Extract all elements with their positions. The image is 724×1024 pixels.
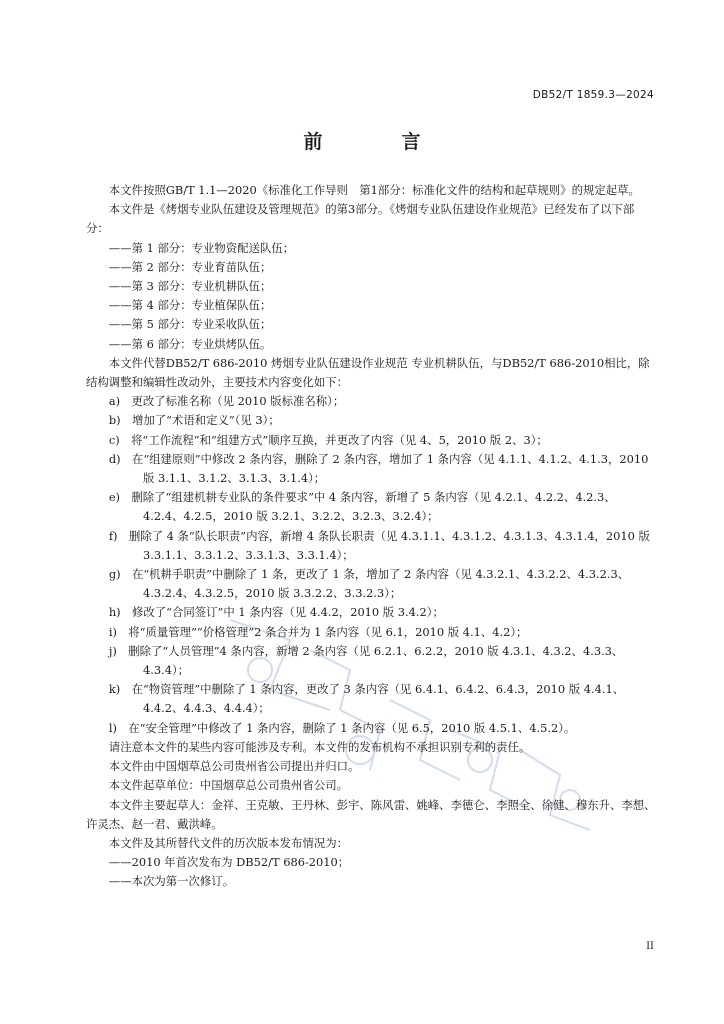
paragraph-proposer: 本文件由中国烟草总公司贵州省公司提出并归口。 — [108, 759, 360, 774]
paragraph-drafting-basis: 本文件按照GB/T 1.1—2020《标准化工作导则 第1部分：标准化文件的结构和起草规则》的规定起草。 — [108, 183, 640, 197]
list-item-change: k) 在“物资管理”中删除了 1 条内容，更改了 3 条内容（见 6.4.1、6.4.2、6.4.3，2010 版 4.4.1、4.4.2、4.4.3、4.4.4）； — [108, 682, 625, 716]
document-body — [86, 181, 656, 892]
list-item-change: c) 将“工作流程”和“组建方式”顺序互换，并更改了内容（见 4、5，2010 版 2、3）； — [108, 432, 548, 447]
paragraph-replacement: 本文件代替DB52/T 686-2010 烤烟专业队伍建设作业规范 专业机耕队伍，与DB52/T 686-2010相比，除结构调整和编辑性改动外，主要技术内容变化如下： — [86, 355, 650, 390]
document-code: DB52/T 1859.3—2024 — [532, 89, 654, 101]
paragraph-history-intro: 本文件及其所替代文件的历次版本发布情况为： — [108, 835, 349, 850]
list-item-change: i) 将“质量管理”“价格管理”2 条合并为 1 条内容（见 6.1，2010 版 4.1、4.2）； — [108, 624, 528, 639]
list-item-part: ——第 3 部分：专业机耕队伍； — [108, 279, 272, 294]
list-item-change: g) 在“机耕手职责”中删除了 1 条，更改了 1 条，增加了 2 条内容（见 4.3.2.1、4.3.2.2、4.3.2.3、4.3.2.4、4.3.2.5，2010 版 3.3.2.2、3.3.2.3）； — [108, 567, 630, 601]
paragraph-series-intro: 本文件是《烤烟专业队伍建设及管理规范》的第3部分。《烤烟专业队伍建设作业规范》已经发布了以下部分： — [86, 202, 635, 236]
list-item-history: ——本次为第一次修订。 — [108, 874, 235, 889]
list-item-change: l) 在“安全管理”中修改了 1 条内容，删除了 1 条内容（见 6.5，2010 版 4.5.1、4.5.2）。 — [108, 720, 576, 735]
list-item-history: ——2010 年首次发布为 DB52/T 686-2010； — [108, 855, 350, 870]
list-item-part: ——第 4 部分：专业植保队伍； — [108, 298, 272, 313]
list-item-part: ——第 1 部分：专业物资配送队伍； — [108, 240, 295, 255]
list-item-change: f) 删除了 4 条“队长职责”内容，新增 4 条队长职责（见 4.3.1.1、4.3.1.2、4.3.1.3、4.3.1.4，2010 版 3.3.1.1、3.3.1.2、3.3.1.3、3.3.1.4）； — [108, 528, 650, 562]
page-title: 前 言 — [303, 131, 451, 153]
paragraph-patent-notice: 请注意本文件的某些内容可能涉及专利。本文件的发布机构不承担识别专利的责任。 — [108, 739, 531, 754]
list-item-change: d) 在“组建原则”中修改 2 条内容，删除了 2 条内容，增加了 1 条内容（见 4.1.1、4.1.2、4.1.3，2010 版 3.1.1、3.1.2、3.1.3、3.1.4）； — [108, 451, 649, 486]
list-item-change: a) 更改了标准名称（见 2010 版标准名称）； — [108, 394, 345, 409]
list-item-change: e) 删除了“组建机耕专业队的条件要求”中 4 条内容，新增了 5 条内容（见 4.2.1、4.2.2、4.2.3、4.2.4、4.2.5，2010 版 3.2.1、3.2.2、3.2.3、3.2.4）； — [108, 490, 616, 524]
page-number: II — [646, 941, 654, 952]
list-item-part: ——第 6 部分：专业烘烤队伍。 — [108, 336, 272, 351]
paragraph-drafters: 本文件主要起草人：金祥、王克敏、王丹林、彭宇、陈风雷、姚峰、李德仑、李照全、徐健、穆东升、李想、许灵杰、赵一君、戴洪峰。 — [86, 797, 656, 831]
list-item-change: b) 增加了“术语和定义”（见 3）； — [108, 413, 280, 428]
list-item-change: j) 删除了“人员管理”4 条内容，新增 2 条内容（见 6.2.1、6.2.2，2010 版 4.3.1、4.3.2、4.3.3、4.3.4）； — [108, 643, 624, 678]
list-item-part: ——第 2 部分：专业育苗队伍； — [108, 259, 272, 274]
list-item-part: ——第 5 部分：专业采收队伍； — [108, 317, 272, 332]
paragraph-drafting-unit: 本文件起草单位：中国烟草总公司贵州省公司。 — [108, 778, 349, 793]
list-item-change: h) 修改了“合同签订”中 1 条内容（见 4.4.2，2010 版 3.4.2）； — [108, 605, 444, 620]
